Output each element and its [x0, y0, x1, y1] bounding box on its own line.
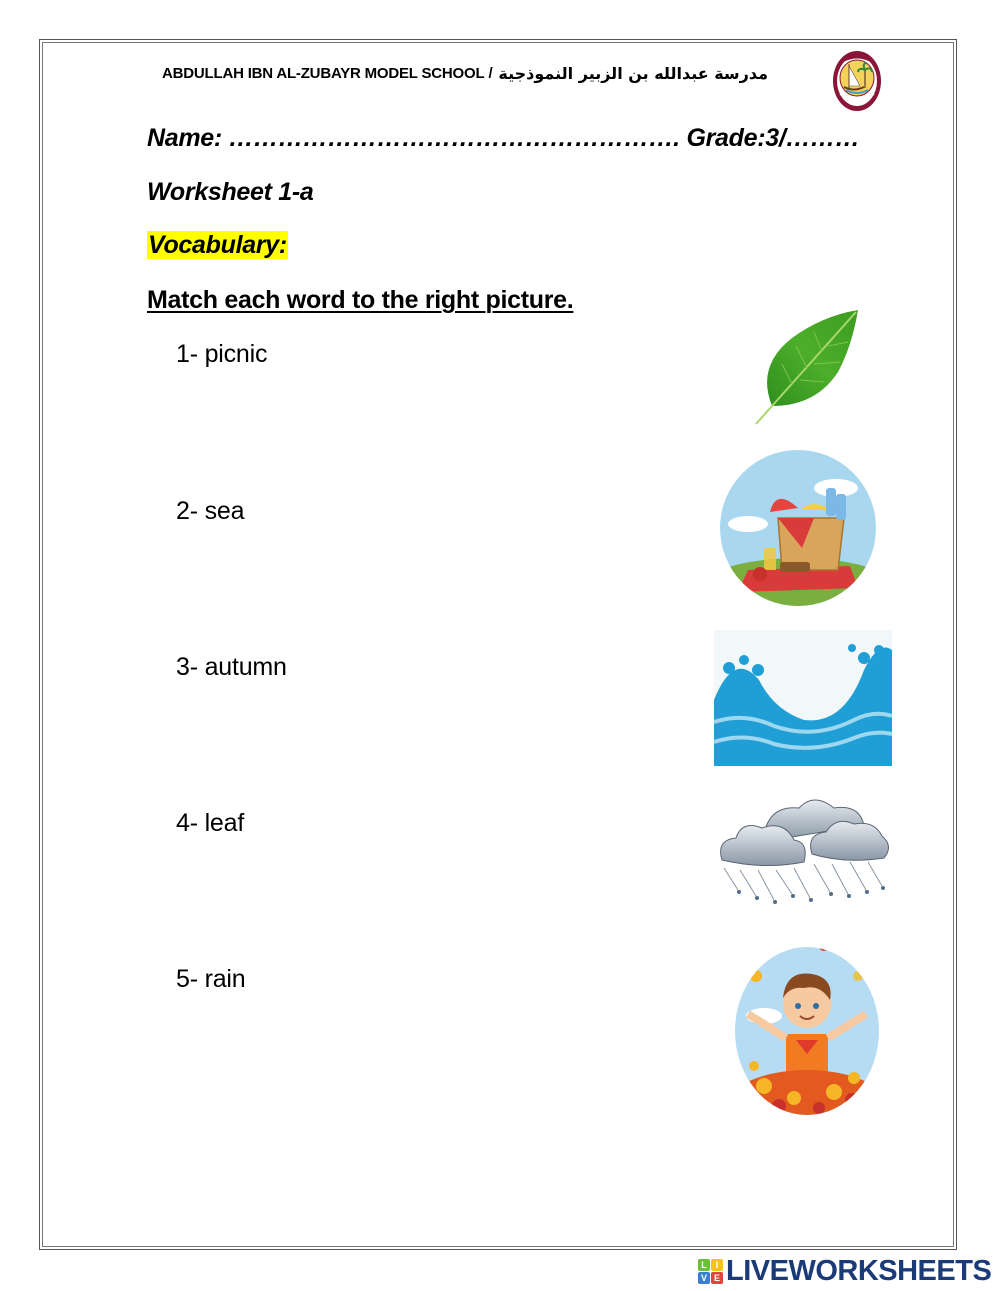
word-item-rain[interactable]: 5- rain	[176, 965, 246, 993]
live-blocks-icon	[698, 1259, 723, 1284]
word-item-leaf[interactable]: 4- leaf	[176, 809, 245, 837]
name-grade-line: Name: ………………………………………………. Grade:3/………	[147, 124, 860, 152]
worksheet-title: Worksheet 1-a	[147, 178, 314, 206]
word-item-sea[interactable]: 2- sea	[176, 497, 245, 525]
liveworksheets-logo[interactable]	[698, 1255, 991, 1287]
logo-block-i: I	[711, 1259, 723, 1271]
vocabulary-heading	[147, 231, 288, 260]
rain-cloud-picture-icon[interactable]	[714, 790, 892, 912]
sea-wave-picture-icon[interactable]	[714, 630, 892, 766]
logo-block-e: E	[711, 1272, 723, 1284]
autumn-boy-picture-icon[interactable]	[734, 936, 880, 1118]
school-header	[162, 61, 802, 85]
vocabulary-heading-highlight: Vocabulary:	[148, 231, 287, 259]
leaf-picture-icon[interactable]	[752, 306, 864, 428]
header-separator: /	[488, 64, 493, 82]
school-name-english: ABDULLAH IBN AL-ZUBAYR MODEL SCHOOL	[162, 64, 485, 82]
word-item-picnic[interactable]: 1- picnic	[176, 340, 268, 368]
word-item-autumn[interactable]: 3- autumn	[176, 653, 287, 681]
picnic-basket-picture-icon[interactable]	[718, 448, 878, 608]
logo-block-l: L	[698, 1259, 710, 1271]
match-instruction: Match each word to the right picture.	[147, 286, 574, 314]
school-name-arabic: مدرسة عبدالله بن الزبير النموذجية	[498, 63, 769, 83]
liveworksheets-wordmark: LIVEWORKSHEETS	[726, 1254, 992, 1287]
logo-block-v: V	[698, 1272, 710, 1284]
qatar-ministry-emblem-icon	[832, 50, 882, 112]
